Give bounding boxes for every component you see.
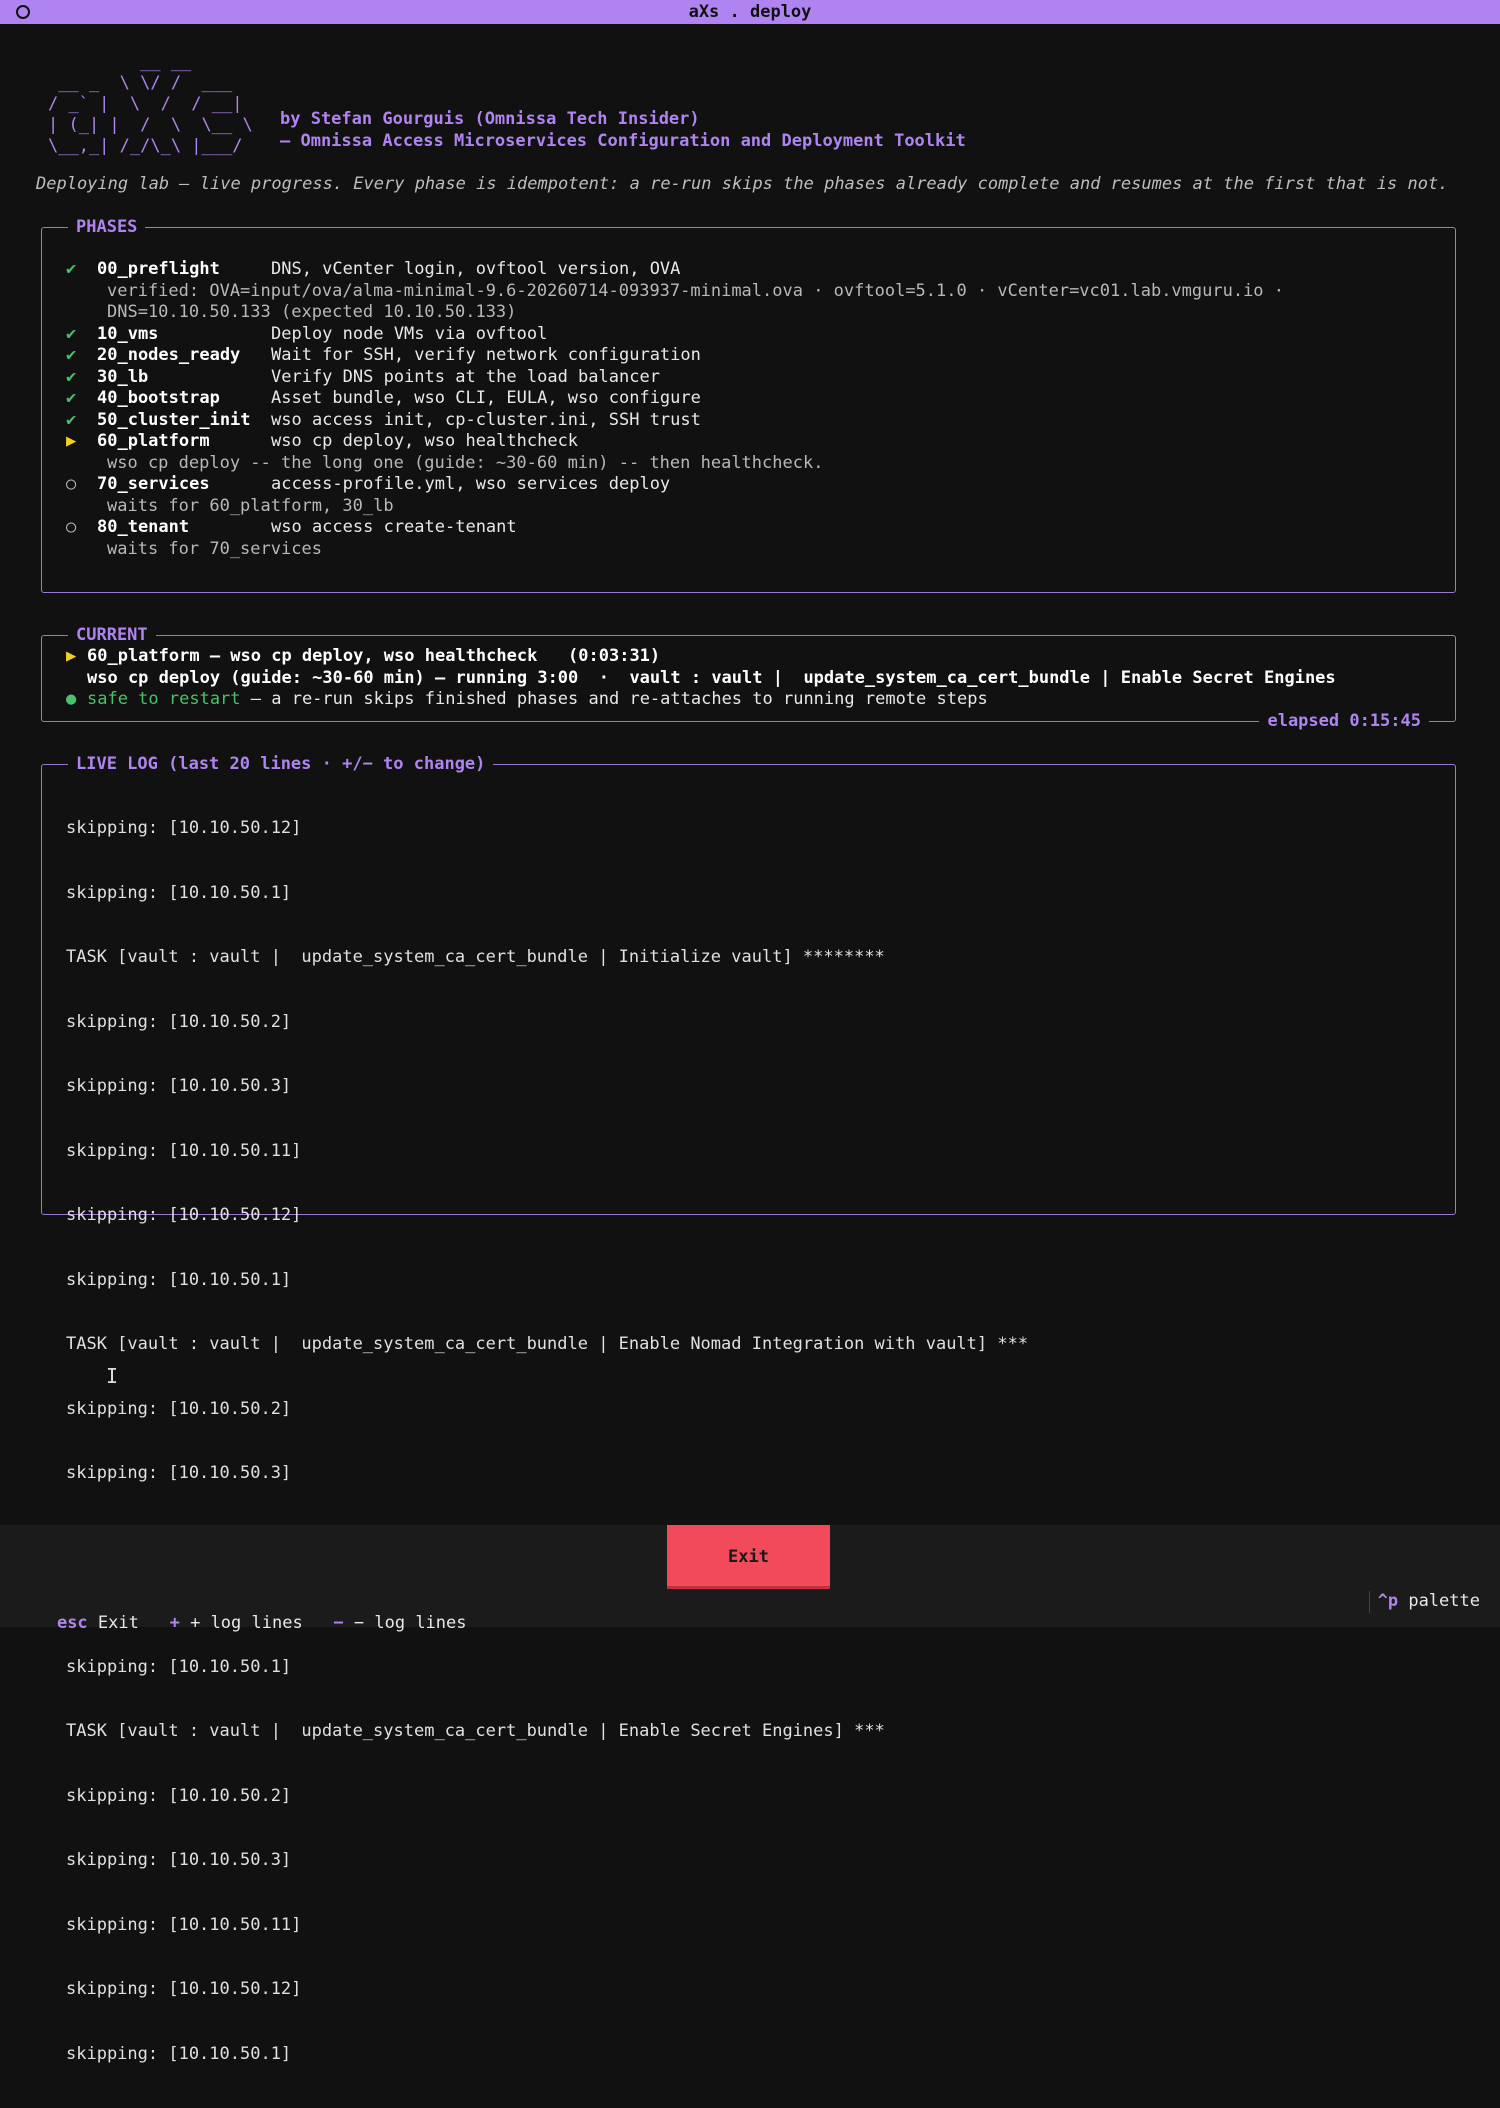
footer-bar [0,1525,1500,1633]
phase-status-ok-icon: ✔ [66,323,77,344]
current-step-line: wso cp deploy (guide: ~30-60 min) — running 3:00 · vault : vault | update_system_ca_cert_bundle | Enable Secret Engines [87,667,1336,688]
log-lines [66,775,1028,2108]
key-plus: + [169,1612,180,1633]
phase-detail: wso cp deploy -- the long one (guide: ~30-60 min) -- then healthcheck. [107,452,824,473]
key-minus: − [333,1612,344,1633]
key-plus-label: + log lines [190,1612,303,1633]
phase-desc: access-profile.yml, wso services deploy [271,474,671,494]
phase-desc: Wait for SSH, verify network configuration [271,345,701,365]
byline-author: by Stefan Gourguis (Omnissa Tech Insider) [280,109,700,129]
key-esc: esc [56,1612,88,1633]
window-title: aXs . deploy [688,2,812,22]
safe-dot-icon: ● [66,689,77,709]
intro-text: Deploying lab — live progress. Every phase is idempotent: a re-run skips the phases already complete and resumes at the first that is not. [36,174,1449,194]
phase-desc: wso access create-tenant [271,517,517,537]
restart-note-text: — a re-run skips finished phases and re-attaches to running remote steps [240,689,988,709]
phase-status-ok-icon: ✔ [66,345,77,365]
log-line: skipping: [10.10.50.12] [66,818,302,838]
phase-status-pending-icon: ○ [66,474,77,494]
phases-panel [41,217,1456,593]
elapsed-time: elapsed 0:15:45 [1259,709,1429,733]
log-line: skipping: [10.10.50.3] [66,1076,292,1096]
log-line: skipping: [10.10.50.1] [66,2043,292,2064]
phase-name: 30_lb [97,366,149,387]
log-line: TASK [vault : vault | update_system_ca_cert_bundle | Enable Nomad Integration with vault] *** [66,1334,1029,1354]
key-hint-esc[interactable] [57,1613,139,1633]
phase-status-ok-icon: ✔ [66,409,77,430]
key-esc-label: Exit [97,1612,139,1633]
text-cursor-icon: I [106,1364,119,1388]
phase-desc: wso cp deploy, wso healthcheck [271,431,579,451]
log-line: skipping: [10.10.50.11] [66,1914,302,1935]
phases-panel-title: PHASES [68,215,145,239]
current-panel [41,625,1456,731]
phase-name: 40_bootstrap [97,388,220,408]
current-panel-title: CURRENT [68,623,156,647]
log-line: skipping: [10.10.50.2] [66,1011,292,1032]
key-hints [16,1591,467,1656]
title-bar [0,0,1500,24]
log-line: TASK [vault : vault | update_system_ca_cert_bundle | Enable Secret Engines] *** [66,1721,885,1741]
byline [280,109,966,152]
log-line: skipping: [10.10.50.12] [66,1979,302,1999]
phase-status-ok-icon: ✔ [66,366,77,387]
phase-detail: DNS=10.10.50.133 (expected 10.10.50.133) [107,302,517,322]
current-phase-line: 60_platform — wso cp deploy, wso healthcheck (0:03:31) [87,646,661,666]
phase-desc: DNS, vCenter login, ovftool version, OVA [271,259,681,279]
phase-detail: verified: OVA=input/ova/alma-minimal-9.6-20260714-093937-minimal.ova · ovftool=5.1.0 · vCenter=vc01.lab.vmguru.io · [107,280,1285,301]
live-log-panel-title: LIVE LOG (last 20 lines · +/− to change) [68,752,493,776]
phase-status-running-icon: ▶ [66,431,77,451]
phase-status-ok-icon: ✔ [66,388,77,408]
phase-status-ok-icon: ✔ [66,259,77,279]
phase-name: 20_nodes_ready [97,345,241,365]
phase-name: 50_cluster_init [97,409,251,430]
phase-name: 10_vms [97,323,159,344]
palette-label: palette [1408,1591,1480,1611]
restart-note [87,689,988,711]
key-minus-label: − log lines [353,1612,467,1633]
safe-to-restart-label: safe to restart [87,689,241,709]
log-line: skipping: [10.10.50.1] [66,1656,292,1677]
log-line: skipping: [10.10.50.11] [66,1140,302,1161]
phase-detail: waits for 60_platform, 30_lb [107,495,394,516]
phase-desc: wso access init, cp-cluster.ini, SSH trust [271,409,701,430]
log-line: skipping: [10.10.50.2] [66,1785,292,1806]
byline-tagline: — Omnissa Access Microservices Configuration and Deployment Toolkit [280,130,966,151]
phase-name: 00_preflight [97,259,220,279]
key-hint-plus[interactable] [170,1613,303,1633]
window-circle-icon[interactable] [16,5,30,19]
phase-desc: Deploy node VMs via ovftool [271,323,548,344]
key-palette: ^p [1377,1591,1399,1611]
running-marker-icon: ▶ [66,646,77,666]
palette-hint[interactable] [1369,1591,1480,1613]
log-line: skipping: [10.10.50.12] [66,1205,302,1225]
log-line: skipping: [10.10.50.3] [66,1463,292,1483]
log-line: skipping: [10.10.50.1] [66,1269,292,1290]
log-line: skipping: [10.10.50.2] [66,1398,292,1419]
phase-desc: Verify DNS points at the load balancer [271,366,660,387]
phase-name: 70_services [97,474,210,494]
phase-detail: waits for 70_services [107,538,322,559]
log-line: TASK [vault : vault | update_system_ca_cert_bundle | Initialize vault] ******** [66,947,885,967]
phase-name: 60_platform [97,431,210,451]
log-line: skipping: [10.10.50.1] [66,882,292,903]
phase-status-pending-icon: ○ [66,517,77,537]
axs-ascii-logo: __ __ __ _ \ \/ / ___ / _` | \ / / __| | (_| | / \ \__ \ \__,_| /_/\_\ |___/ [48,52,253,156]
phase-desc: Asset bundle, wso CLI, EULA, wso configure [271,388,701,408]
key-hint-minus[interactable] [333,1613,466,1633]
exit-button[interactable]: Exit [667,1525,830,1589]
log-line: skipping: [10.10.50.3] [66,1850,292,1870]
phase-name: 80_tenant [97,517,190,537]
